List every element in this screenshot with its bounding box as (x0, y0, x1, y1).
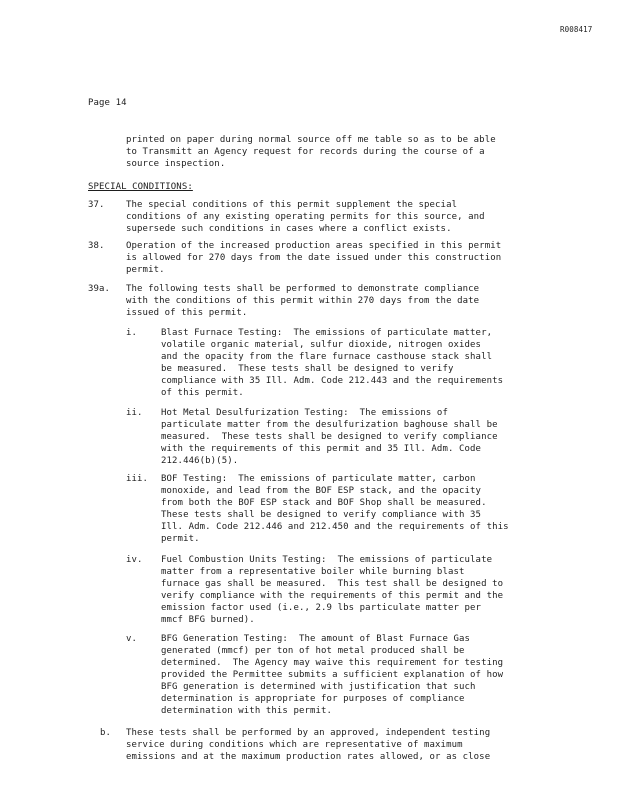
text-line: is allowed for 270 days from the date issued under this construction (126, 253, 502, 263)
subitem-number: iii. (126, 474, 149, 484)
text-line: with the conditions of this permit within 270 days from the date (126, 296, 480, 306)
text-line: 212.446(b)(5). (161, 456, 239, 466)
text-line: The special conditions of this permit supplement the special (126, 200, 458, 210)
text-line: BFG generation is determined with justification that such (161, 682, 476, 692)
text-line: supersede such conditions in cases where a conflict exists. (126, 224, 452, 234)
text-line: be measured. These tests shall be designed to verify (161, 364, 454, 374)
text-line: The following tests shall be performed to demonstrate compliance (126, 284, 480, 294)
text-line: verify compliance with the requirements of this permit and the (161, 591, 504, 601)
text-line: particulate matter from the desulfurization baghouse shall be (161, 420, 498, 430)
text-line: provided the Permittee submits a sufficient explanation of how (161, 670, 504, 680)
page-number: Page 14 (88, 98, 127, 108)
text-line: from both the BOF ESP stack and BOF Shop shall be measured. (161, 498, 487, 508)
text-line: determination is appropriate for purposes of compliance (161, 694, 465, 704)
item-number: 39a. (88, 284, 111, 294)
text-line: of this permit. (161, 388, 244, 398)
document-id: R008417 (560, 25, 593, 34)
text-line: monoxide, and lead from the BOF ESP stack, and the opacity (161, 486, 482, 496)
text-line: compliance with 35 Ill. Adm. Code 212.443 and the requirements (161, 376, 504, 386)
text-line: issued of this permit. (126, 308, 248, 318)
text-line: furnace gas shall be measured. This test shall be designed to (161, 579, 504, 589)
text-line: to Transmitt an Agency request for records during the course of a (126, 147, 485, 157)
text-line: These tests shall be performed by an approved, independent testing (126, 728, 491, 738)
text-line: Hot Metal Desulfurization Testing: The emissions of (161, 408, 448, 418)
text-line: permit. (126, 265, 165, 275)
text-line: printed on paper during normal source off me table so as to be able (126, 135, 496, 145)
text-line: matter from a representative boiler while burning blast (161, 567, 465, 577)
text-line: source inspection. (126, 159, 226, 169)
text-line: mmcf BFG burned). (161, 615, 255, 625)
section-heading: SPECIAL CONDITIONS: (88, 182, 193, 192)
text-line: generated (mmcf) per ton of hot metal produced shall be (161, 646, 465, 656)
item-number: 38. (88, 241, 105, 251)
text-line: Blast Furnace Testing: The emissions of particulate matter, (161, 328, 493, 338)
subitem-number: v. (126, 634, 138, 644)
text-line: These tests shall be designed to verify compliance with 35 (161, 510, 482, 520)
text-line: Ill. Adm. Code 212.446 and 212.450 and the requirements of this (161, 522, 509, 532)
text-line: Fuel Combustion Units Testing: The emissions of particulate (161, 555, 493, 565)
text-line: conditions of any existing operating permits for this source, and (126, 212, 485, 222)
text-line: emissions and at the maximum production rates allowed, or as close (126, 752, 491, 762)
subitem-number: i. (126, 328, 138, 338)
text-line: emission factor used (i.e., 2.9 lbs particulate matter per (161, 603, 482, 613)
text-line: BFG Generation Testing: The amount of Blast Furnace Gas (161, 634, 471, 644)
text-line: service during conditions which are representative of maximum (126, 740, 463, 750)
text-line: Operation of the increased production areas specified in this permit (126, 241, 502, 251)
item-number: 37. (88, 200, 105, 210)
text-line: with the requirements of this permit and 35 Ill. Adm. Code (161, 444, 482, 454)
text-line: volatile organic material, sulfur dioxide, nitrogen oxides (161, 340, 482, 350)
text-line: determination with this permit. (161, 706, 333, 716)
subitem-number: ii. (126, 408, 143, 418)
text-line: measured. These tests shall be designed to verify compliance (161, 432, 498, 442)
text-line: and the opacity from the flare furnace casthouse stack shall (161, 352, 493, 362)
text-line: BOF Testing: The emissions of particulate matter, carbon (161, 474, 476, 484)
text-line: determined. The Agency may waive this requirement for testing (161, 658, 504, 668)
text-line: permit. (161, 534, 200, 544)
item-number: b. (100, 728, 112, 738)
subitem-number: iv. (126, 555, 143, 565)
